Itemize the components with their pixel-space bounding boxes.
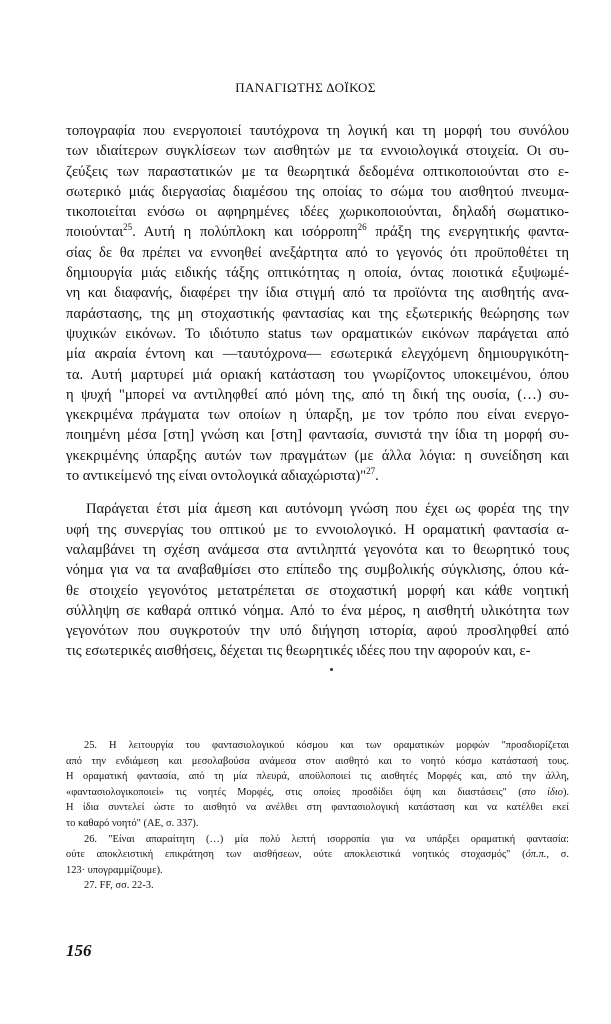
paragraph-2 bbox=[66, 499, 569, 661]
footnotes bbox=[66, 738, 569, 894]
text-line: Η ίδια συντελεί ώστε το αισθητό να ανέλθει στη φαντασιολογική κατάσταση και να κατέλθει εκεί bbox=[66, 802, 569, 814]
text-line: ψυχικών εικόνων. Το ιδιότυπο status των οραματικών εικόνων παράγεται από bbox=[66, 325, 569, 342]
note-reference: 25 bbox=[123, 222, 133, 233]
note-reference: 26 bbox=[357, 222, 367, 233]
text-line: τα. Αυτή μαρτυρεί μιά οριακή κατάσταση του γνωρίζοντος υποκειμένου, όπου bbox=[66, 366, 569, 383]
text-line: γκεκριμένα πράγματα των οποίων η ύπαρξη, με τον τρόπο που είναι ενεργο- bbox=[66, 407, 569, 424]
footnote-25 bbox=[66, 738, 569, 832]
text-line: 25. Η λειτουργία του φαντασιολογικού κόσμου και των οραματικών μορφών "προσδιορίζεται bbox=[84, 740, 569, 751]
text-line: ούτε αποκλειστική επικράτηση των αισθήσεων, ούτε αποκλειστικά νοητικός στοχασμός" (όπ.π., σ. bbox=[66, 849, 569, 861]
text-line: των ιδιαίτερων συγκλίσεων των αισθητών με τα εννοιολογικά στοιχεία. Οι συ- bbox=[66, 143, 569, 160]
text-line: σίας δε θα πρέπει να εννοηθεί ανεξάρτητα από το γεγονός ότι προϋποθέτει τη bbox=[66, 244, 569, 261]
text-line: ποιημένη μέσα [στη] γνώση και [στη] φαντασία, συνιστά την ίδια τη μορφή συ- bbox=[66, 427, 569, 444]
text-line: «φαντασιολογικοποιεί» τις νοητές Μορφές, στις οποίες προσδίδει όψη και διαστάσεις" (στο ίδιο). bbox=[66, 786, 569, 798]
text-line: τοπογραφία που ενεργοποιεί ταυτόχρονα τη λογική και τη μορφή του συνόλου bbox=[66, 123, 569, 139]
running-title: ΠΑΝΑΓΙΩΤΗΣ ΔΟΪΚΟΣ bbox=[235, 80, 376, 95]
text-line: ζεύξεις των παραστατικών με τα θεωρητικά δεδομένα οπτικοποιούνται στο ε- bbox=[66, 163, 569, 180]
text-line: γκεκριμένης ύπαρξης αυτών των πραγμάτων (με άλλα λόγια: η συνείδηση και bbox=[66, 447, 569, 464]
footnote-26 bbox=[66, 832, 569, 879]
text-line: μία ακραία έντονη και —ταυτόχρονα— εσωτερικά ελεγχόμενη δημιουργικότη- bbox=[66, 346, 569, 363]
text-line: σωτερικό μιάς διεργασίας διαμέσου της οποίας το σώμα του αισθητού πνευμα- bbox=[66, 183, 569, 200]
text-line: τικοποιείται ενόσω οι αφηρημένες ιδέες χωρικοποιούνται, δηλαδή σωματικο- bbox=[66, 204, 569, 221]
text-line: Παράγεται έτσι μία άμεση και αυτόνομη γνώση που έχει ως φορέα της την bbox=[86, 501, 569, 518]
text-line: σύλληψη σε καθαρά οπτικό νόημα. Από το ένα μέρος, η αισθητή υλικότητα των bbox=[66, 602, 569, 619]
text-line: τις εσωτερικές αισθήσεις, δέχεται τις θεωρητικές ιδέες που την αφορούν και, ε- bbox=[66, 643, 531, 660]
text-line: το αντικείμενό της είναι οντολογικά αδιαχώριστα)"$^{27}$. bbox=[66, 466, 379, 485]
page-number: 156 bbox=[66, 941, 92, 960]
note-reference: 27 bbox=[366, 466, 376, 477]
text-line: 123· υπογραμμίζουμε). bbox=[66, 864, 163, 876]
text-line: θε στοιχείο γεγονότος μετατρέπεται σε στοχαστική μορφή και κάθε νοητική bbox=[66, 582, 569, 599]
text-line: η ψυχή "μπορεί να αντιληφθεί από μόνη της, από τη δική της ουσία, (…) συ- bbox=[66, 386, 569, 403]
text-line: Η οραματική φαντασία, από τη μία πλευρά, αποϋλοποιεί τις αισθητές Μορφές και, από την άλλη, bbox=[66, 771, 569, 783]
text-line: νη και διαφανής, διαφέρει την ίδια στιγμή από τα προϊόντα της αισθητής ανα- bbox=[66, 285, 569, 302]
text-line: υφή της συνεργίας του οπτικού με το εννοιολογικό. Η οραματική φαντασία α- bbox=[66, 521, 569, 538]
text-line: γεγονότων που συγκροτούν την υπό διήγηση ιστορία, αφού προσληφθεί από bbox=[66, 623, 569, 640]
text-line: ναλαμβάνει τη σχέση ανάμεσα στα αντιληπτά γεγονότα και το θεωρητικό τους bbox=[66, 541, 569, 558]
paragraph-1 bbox=[66, 121, 569, 486]
text-line: δημιουργία μιάς ειδικής τάξης οπτικότητας η οποία, όντας ποιοτικά εξυψωμέ- bbox=[66, 265, 569, 282]
text-line: νόημα για να τα αναβαθμίσει στο επίπεδο της συμβολικής σύγκλισης, όπου κά- bbox=[66, 562, 569, 579]
footnote-line: 27. FF, σσ. 22-3. bbox=[84, 880, 154, 892]
footnote-27 bbox=[66, 878, 569, 894]
text-line: από την ενδιάμεση και μεσολαβούσα ανάμεσα στον αισθητό και το νοητό κόσμο κατάστασή τους. bbox=[66, 755, 569, 767]
stray-ink-dot bbox=[330, 668, 333, 671]
body-text bbox=[66, 121, 569, 662]
text-line: 26. "Είναι απαραίτητη (…) μία πολύ λεπτή ισορροπία για να υπάρξει οραματική φαντασία: bbox=[84, 833, 569, 845]
text-line: το καθαρό νοητό" (ΑΕ, σ. 337). bbox=[66, 817, 199, 829]
text-line: ποιούνται$^{25}$. Αυτή η πολύπλοκη και ισόρροπη$^{26}$ πράξη της ενεργητικής φαντα- bbox=[66, 222, 569, 241]
text-line: παράστασης, της μη στοχαστικής φαντασίας και της εξωτερικής θεώρησης των bbox=[66, 305, 569, 322]
